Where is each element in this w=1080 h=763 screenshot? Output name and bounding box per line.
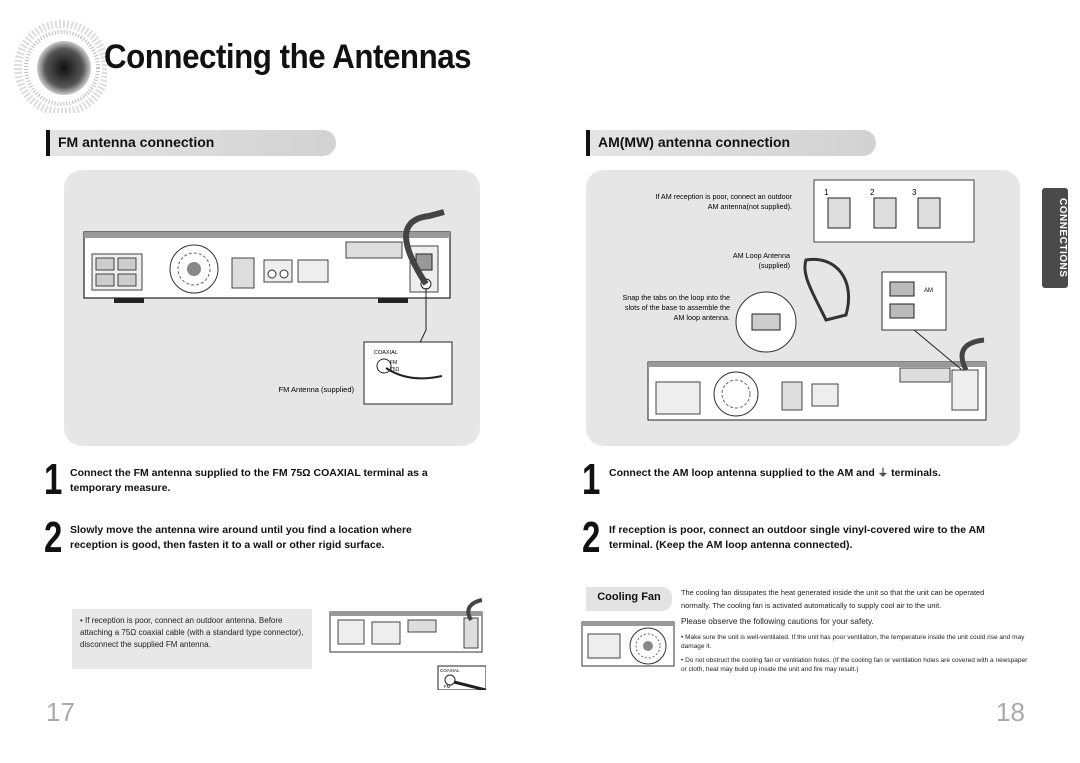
step-label-1: 1 <box>824 188 829 197</box>
cooling-fan-diagram <box>580 616 676 672</box>
fm-antenna-caption: FM Antenna (supplied) <box>278 385 354 394</box>
ohm-label: 75Ω <box>390 367 400 373</box>
loop-label-line2: (supplied) <box>758 261 790 270</box>
receiver-back-panel-diagram <box>64 170 480 446</box>
fm-label: FM <box>390 360 398 366</box>
am-step-2-number: 2 <box>582 513 601 562</box>
coaxial-label: COAXIAL <box>374 350 398 356</box>
step-label-2: 2 <box>870 188 875 197</box>
fm-section-heading: FM antenna connection <box>46 130 336 156</box>
page-number-left: 17 <box>46 697 75 727</box>
loop-label-line1: AM Loop Antenna <box>732 251 790 260</box>
fm-note-text: • If reception is poor, connect an outdoor antenna. Before attaching a 75Ω coaxial cable (with a standard type connector), disconnect the supplied FM antenna. <box>80 616 304 649</box>
cooling-bullet-1: • Make sure the unit is well-ventilated. If the unit has poor ventilation, the temperature inside the unit could rise and may damage it. <box>681 634 1025 650</box>
am-step-2-text: If reception is poor, connect an outdoor single vinyl-covered wire to the AM terminal. (Keep the AM loop antenna connected). <box>609 524 985 551</box>
fm-note-box <box>72 609 312 669</box>
page-number-right: 18 <box>996 697 1025 727</box>
fm-step-2-number: 2 <box>44 513 63 562</box>
outdoor-note-line1: If AM reception is poor, connect an outdoor <box>655 192 792 201</box>
fm-step-2-text: Slowly move the antenna wire around until you find a location where reception is good, then fasten it to a wall or other rigid surface. <box>70 524 412 551</box>
am-step-1-number: 1 <box>582 455 601 504</box>
cooling-desc-line2: normally. The cooling fan is activated automatically to supply cool air to the unit. <box>681 601 942 610</box>
am-section-heading: AM(MW) antenna connection <box>586 130 876 156</box>
snap-text-line1: Snap the tabs on the loop into the <box>622 293 730 302</box>
connections-side-tab: CONNECTIONS <box>1042 188 1068 288</box>
fm-label-small: FM <box>444 684 451 689</box>
am-loop-antenna-diagram <box>586 170 1020 446</box>
am-terminal-label: AM <box>924 288 933 294</box>
snap-text-line3: AM loop antenna. <box>673 313 730 322</box>
coaxial-label-small: COAXIAL <box>440 668 460 673</box>
cooling-fan-label: Cooling Fan <box>586 587 672 611</box>
cooling-desc-line1: The cooling fan dissipates the heat generated inside the unit so that the unit can be operated <box>681 588 985 597</box>
snap-text-line2: slots of the base to assemble the <box>624 303 730 312</box>
fm-diagram-panel <box>64 170 480 446</box>
am-step-1-text: Connect the AM loop antenna supplied to the AM and ⏚ terminals. <box>609 467 941 479</box>
disc-logo-icon <box>12 18 107 113</box>
am-diagram-panel <box>586 170 1020 446</box>
step-label-3: 3 <box>912 188 917 197</box>
fm-step-1-text: Connect the FM antenna supplied to the FM 75Ω COAXIAL terminal as a temporary measure. <box>70 467 428 494</box>
outdoor-antenna-diagram <box>326 598 486 690</box>
outdoor-note-line2: AM antenna(not supplied). <box>707 202 792 211</box>
cooling-caution: Please observe the following cautions for your safety. <box>681 617 874 626</box>
cooling-bullet-2: • Do not obstruct the cooling fan or ventilation holes. (If the cooling fan or ventilation holes are covered with a newspaper or cloth, heat may build up inside the unit and fire may result.) <box>681 657 1028 673</box>
page-title: Connecting the Antennas <box>104 38 472 76</box>
fm-step-1-number: 1 <box>44 455 63 504</box>
